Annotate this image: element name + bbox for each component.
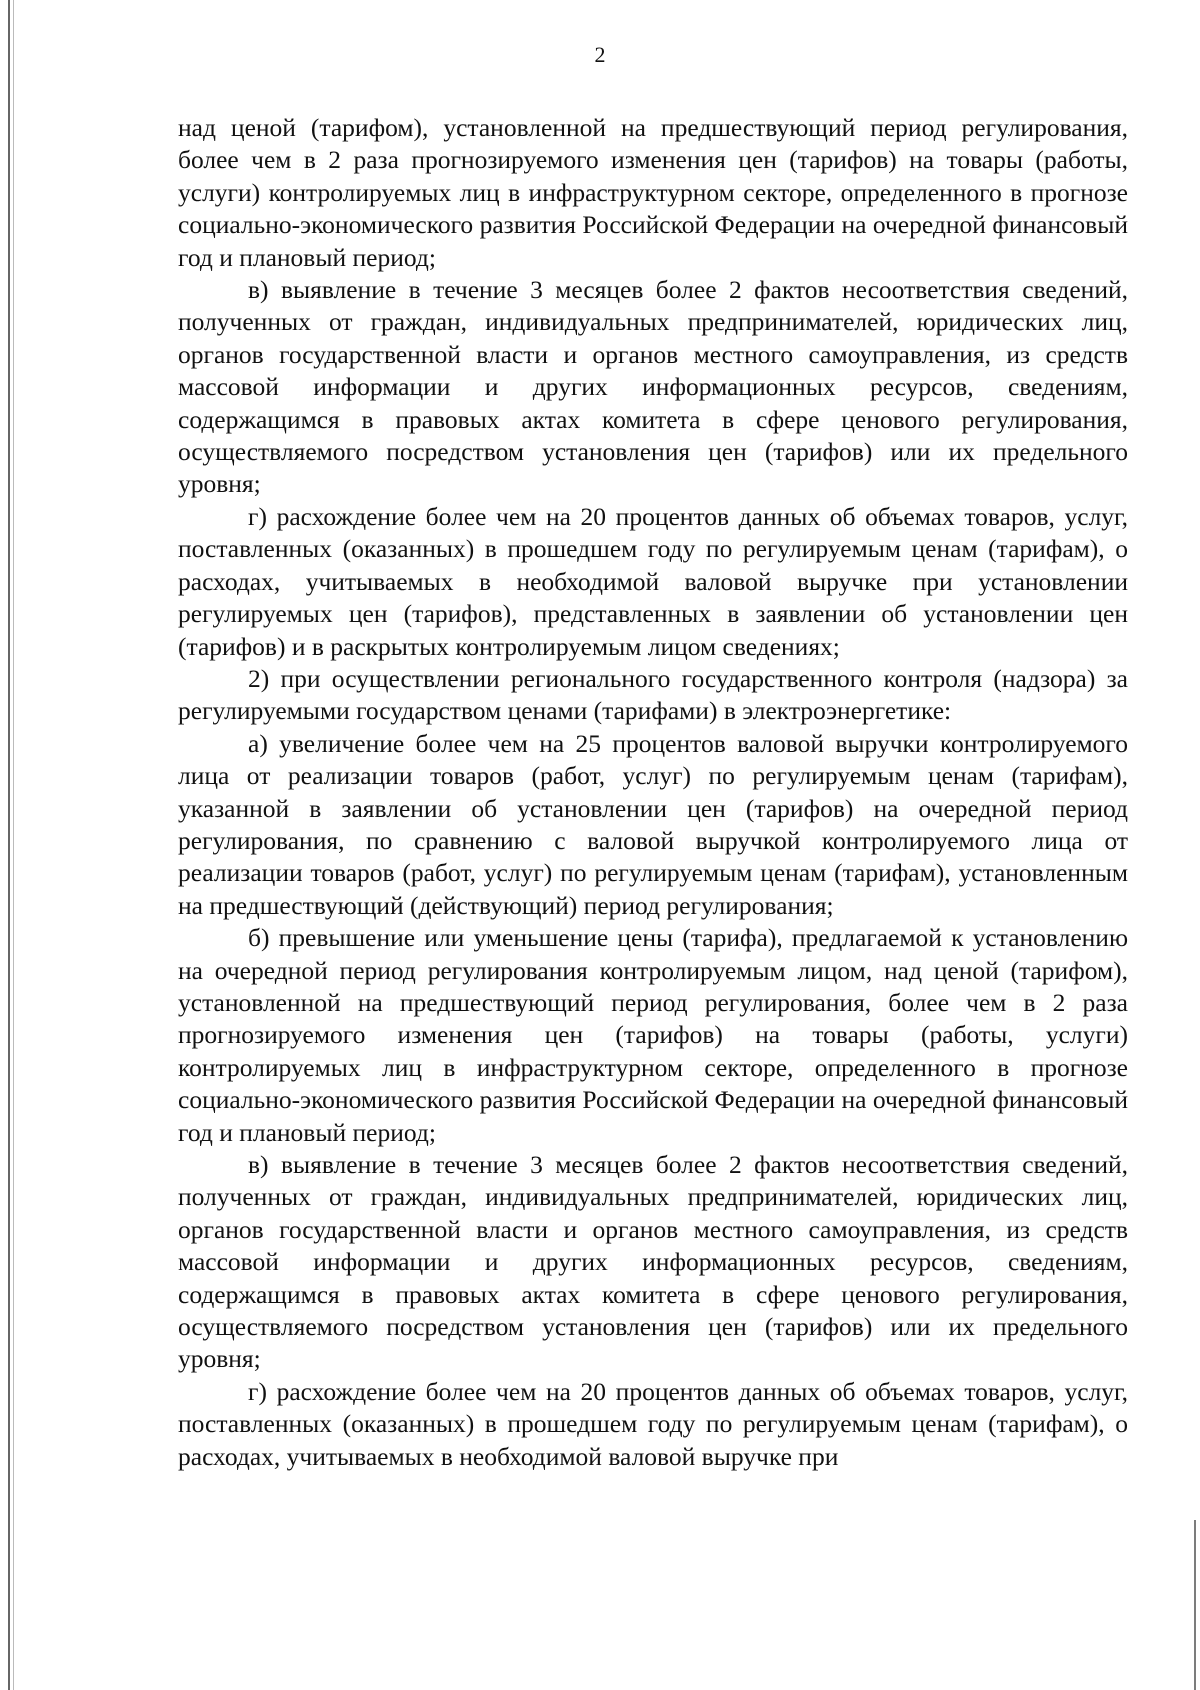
paragraph-item-v-2: в) выявление в течение 3 месяцев более 2 фактов несоответствия сведений, полученных от граждан, индивидуальных предпринимателей, юридических лиц, органов государственной власти и органов местного самоуправления, из средств массовой информации и других информационных ресурсов, сведениям, содержащимся в правовых актах комитета в сфере ценового регулирования, осуществляемого посредством установления цен (тарифов) или их предельного уровня; [178, 1150, 1128, 1374]
paragraph-item-g-2: г) расхождение более чем на 20 процентов данных об объемах товаров, услуг, поставленных (оказанных) в прошедшем году по регулируемым ценам (тарифам), о расходах, учитываемых в необходимой валовой выручке при [178, 1376, 1128, 1471]
paragraph-item-b: б) превышение или уменьшение цены (тарифа), предлагаемой к установлению на очередной период регулирования контролируемым лицом, над ценой (тарифом), установленной на предшествующий период регулирования, более чем в 2 раза прогнозируемого изменения цен (тарифов) на товары (работы, услуги) контролируемых лиц в инфраструктурном секторе, определенного в прогнозе социально-экономического развития Российской Федерации на очередной финансовый год и плановый период; [178, 923, 1128, 1147]
paragraph-item-2: 2) при осуществлении регионального государственного контроля (надзора) за регулируемыми государством ценами (тарифами) в электроэнергетике: [178, 663, 1128, 726]
scan-edge-right [1194, 1520, 1196, 1690]
scan-edge-left [8, 0, 10, 1690]
paragraph-item-v: в) выявление в течение 3 месяцев более 2 фактов несоответствия сведений, полученных от граждан, индивидуальных предпринимателей, юридических лиц, органов государственной власти и органов местного самоуправления, из средств массовой информации и других информационных ресурсов, сведениям, содержащимся в правовых актах комитета в сфере ценового регулирования, осуществляемого посредством установления цен (тарифов) или их предельного уровня; [178, 275, 1128, 499]
scan-edge-left-secondary [13, 0, 14, 1690]
paragraph-item-a: а) увеличение более чем на 25 процентов валовой выручки контролируемого лица от реализации товаров (работ, услуг) по регулируемым ценам (тарифам), указанной в заявлении об установлении цен (тарифов) на очередной период регулирования, по сравнению с валовой выручкой контролируемого лица от реализации товаров (работ, услуг) по регулируемым ценам (тарифам), установленным на предшествующий (действующий) период регулирования; [178, 728, 1128, 920]
paragraph-continuation: над ценой (тарифом), установленной на предшествующий период регулирования, более чем в 2 раза прогнозируемого изменения цен (тарифов) на товары (работы, услуги) контролируемых лиц в инфраструктурном секторе, определенного в прогнозе социально-экономического развития Российской Федерации на очередной финансовый год и плановый период; [178, 113, 1128, 272]
page-number: 2 [594, 42, 606, 67]
paragraph-item-g: г) расхождение более чем на 20 процентов данных об объемах товаров, услуг, поставленных (оказанных) в прошедшем году по регулируемым ценам (тарифам), о расходах, учитываемых в необходимой валовой выручке при установлении регулируемых цен (тарифов), представленных в заявлении об установлении цен (тарифов) и в раскрытых контролируемым лицом сведениях; [178, 501, 1128, 661]
document-body [178, 112, 1128, 1473]
